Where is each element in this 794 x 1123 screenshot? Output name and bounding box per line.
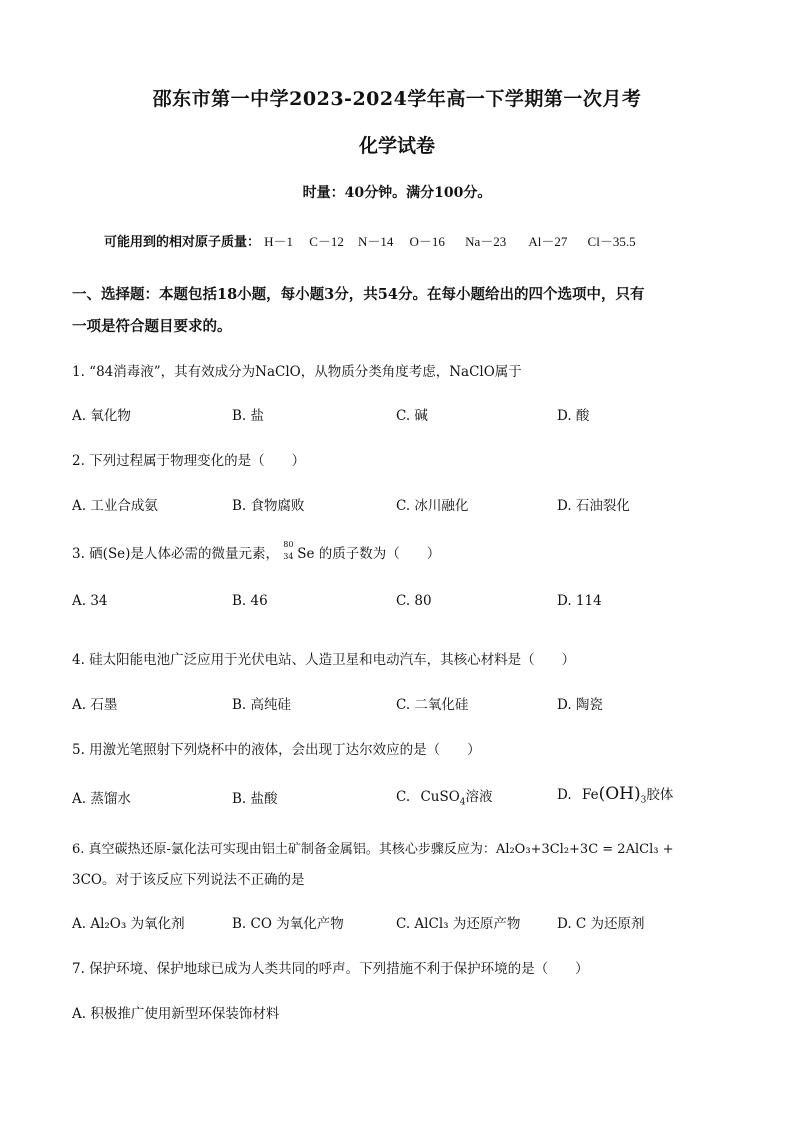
- q5-option-d-letter: D.: [557, 787, 572, 803]
- q3-option-c: C. 80: [396, 593, 432, 609]
- q6-option-a: A. Al₂O₃ 为氧化剂: [72, 916, 185, 932]
- mass-item: C－12: [309, 234, 344, 249]
- question-7-stem: 7. 保护环境、保护地球已成为人类共同的呼声。下列措施不利于保护环境的是（ ）: [72, 961, 589, 977]
- isotope-symbol: Se: [297, 546, 315, 562]
- q2-option-d: D. 石油裂化: [557, 498, 630, 514]
- section-heading-line2: 一项是符合题目要求的。: [72, 318, 232, 335]
- q5-option-b: B. 盐酸: [232, 791, 278, 807]
- time-info: 时量：40分钟。满分100分。: [302, 185, 492, 201]
- question-6-line1: 6. 真空碳热还原-氯化法可实现由铝土矿制备金属铝。其核心步骤反应为：Al₂O₃+3Cl₂+3C = 2AlCl₃ +: [72, 842, 674, 857]
- formula-subscript: 4: [459, 797, 466, 808]
- section-heading-line1: 一、选择题：本题包括18小题，每小题3分，共54分。在每小题给出的四个选项中，只有: [72, 286, 645, 303]
- q2-option-a: A. 工业合成氨: [72, 498, 158, 514]
- q5-option-c-letter: C.: [396, 789, 411, 805]
- q4-option-d: D. 陶瓷: [557, 697, 603, 713]
- exam-title: 邵东市第一中学2023-2024学年高一下学期第一次月考: [152, 88, 642, 110]
- question-6-line2: 3CO。对于该反应下列说法不正确的是: [72, 872, 305, 888]
- mass-item: N－14: [358, 234, 394, 249]
- q5-option-d-suffix: 胶体: [646, 787, 674, 803]
- mass-item: O－16: [409, 234, 445, 249]
- atomic-masses-label: 可能用到的相对原子质量：: [104, 235, 261, 250]
- q6-option-c: C. AlCl₃ 为还原产物: [396, 916, 521, 932]
- mass-item: Na－23: [465, 234, 507, 249]
- question-2-stem: 2. 下列过程属于物理变化的是（ ）: [72, 453, 306, 469]
- q5-option-c: [396, 785, 493, 808]
- q3-stem-after: 的质子数为（ ）: [318, 546, 441, 562]
- q1-option-a: A. 氧化物: [72, 408, 131, 424]
- mass-item: Al－27: [528, 234, 568, 249]
- q3-option-d: D. 114: [557, 593, 602, 609]
- q4-option-c: C. 二氧化硅: [396, 697, 469, 713]
- q3-option-a: A. 34: [72, 593, 108, 609]
- q4-option-a: A. 石墨: [72, 697, 118, 713]
- formula-oh: (OH): [598, 784, 641, 804]
- q5-option-a: A. 蒸馏水: [72, 791, 131, 807]
- question-1-stem: 1. “84消毒液”，其有效成分为NaClO，从物质分类角度考虑，NaClO属于: [72, 364, 522, 380]
- feoh3-formula: [581, 784, 647, 806]
- isotope-atomic-number: 34: [283, 552, 294, 561]
- question-5-stem: 5. 用激光笔照射下列烧杯中的液体，会出现丁达尔效应的是（ ）: [72, 742, 481, 758]
- formula-fe: Fe: [581, 787, 599, 803]
- q3-stem-before: 3. 硒(Se)是人体必需的微量元素，: [72, 546, 279, 562]
- question-4-stem: 4. 硅太阳能电池广泛应用于光伏电站、人造卫星和电动汽车，其核心材料是（ ）: [72, 652, 576, 668]
- formula-subscript: 3: [640, 795, 647, 806]
- question-3-stem: [72, 542, 440, 562]
- q2-option-c: C. 冰川融化: [396, 498, 469, 514]
- cuso4-formula: [420, 789, 466, 808]
- q1-option-d: D. 酸: [557, 408, 590, 424]
- q1-option-c: C. 碱: [396, 408, 428, 424]
- q6-option-d: D. C 为还原剂: [557, 916, 645, 932]
- q1-option-b: B. 盐: [232, 408, 265, 424]
- isotope-mass-number: 80: [283, 540, 294, 549]
- mass-item: Cl－35.5: [587, 234, 636, 249]
- q3-option-b: B. 46: [232, 593, 268, 609]
- q4-option-b: B. 高纯硅: [232, 697, 292, 713]
- formula-main: CuSO: [420, 789, 460, 805]
- q5-option-c-suffix: 溶液: [465, 789, 493, 805]
- q6-option-b: B. CO 为氧化产物: [232, 916, 344, 932]
- q7-option-a: A. 积极推广使用新型环保装饰材料: [72, 1006, 280, 1022]
- q5-option-d: [557, 783, 673, 806]
- atomic-masses: [104, 231, 636, 250]
- se-isotope-notation: [283, 540, 297, 562]
- q2-option-b: B. 食物腐败: [232, 498, 305, 514]
- mass-item: H－1: [264, 234, 294, 249]
- exam-subtitle: 化学试卷: [358, 135, 435, 157]
